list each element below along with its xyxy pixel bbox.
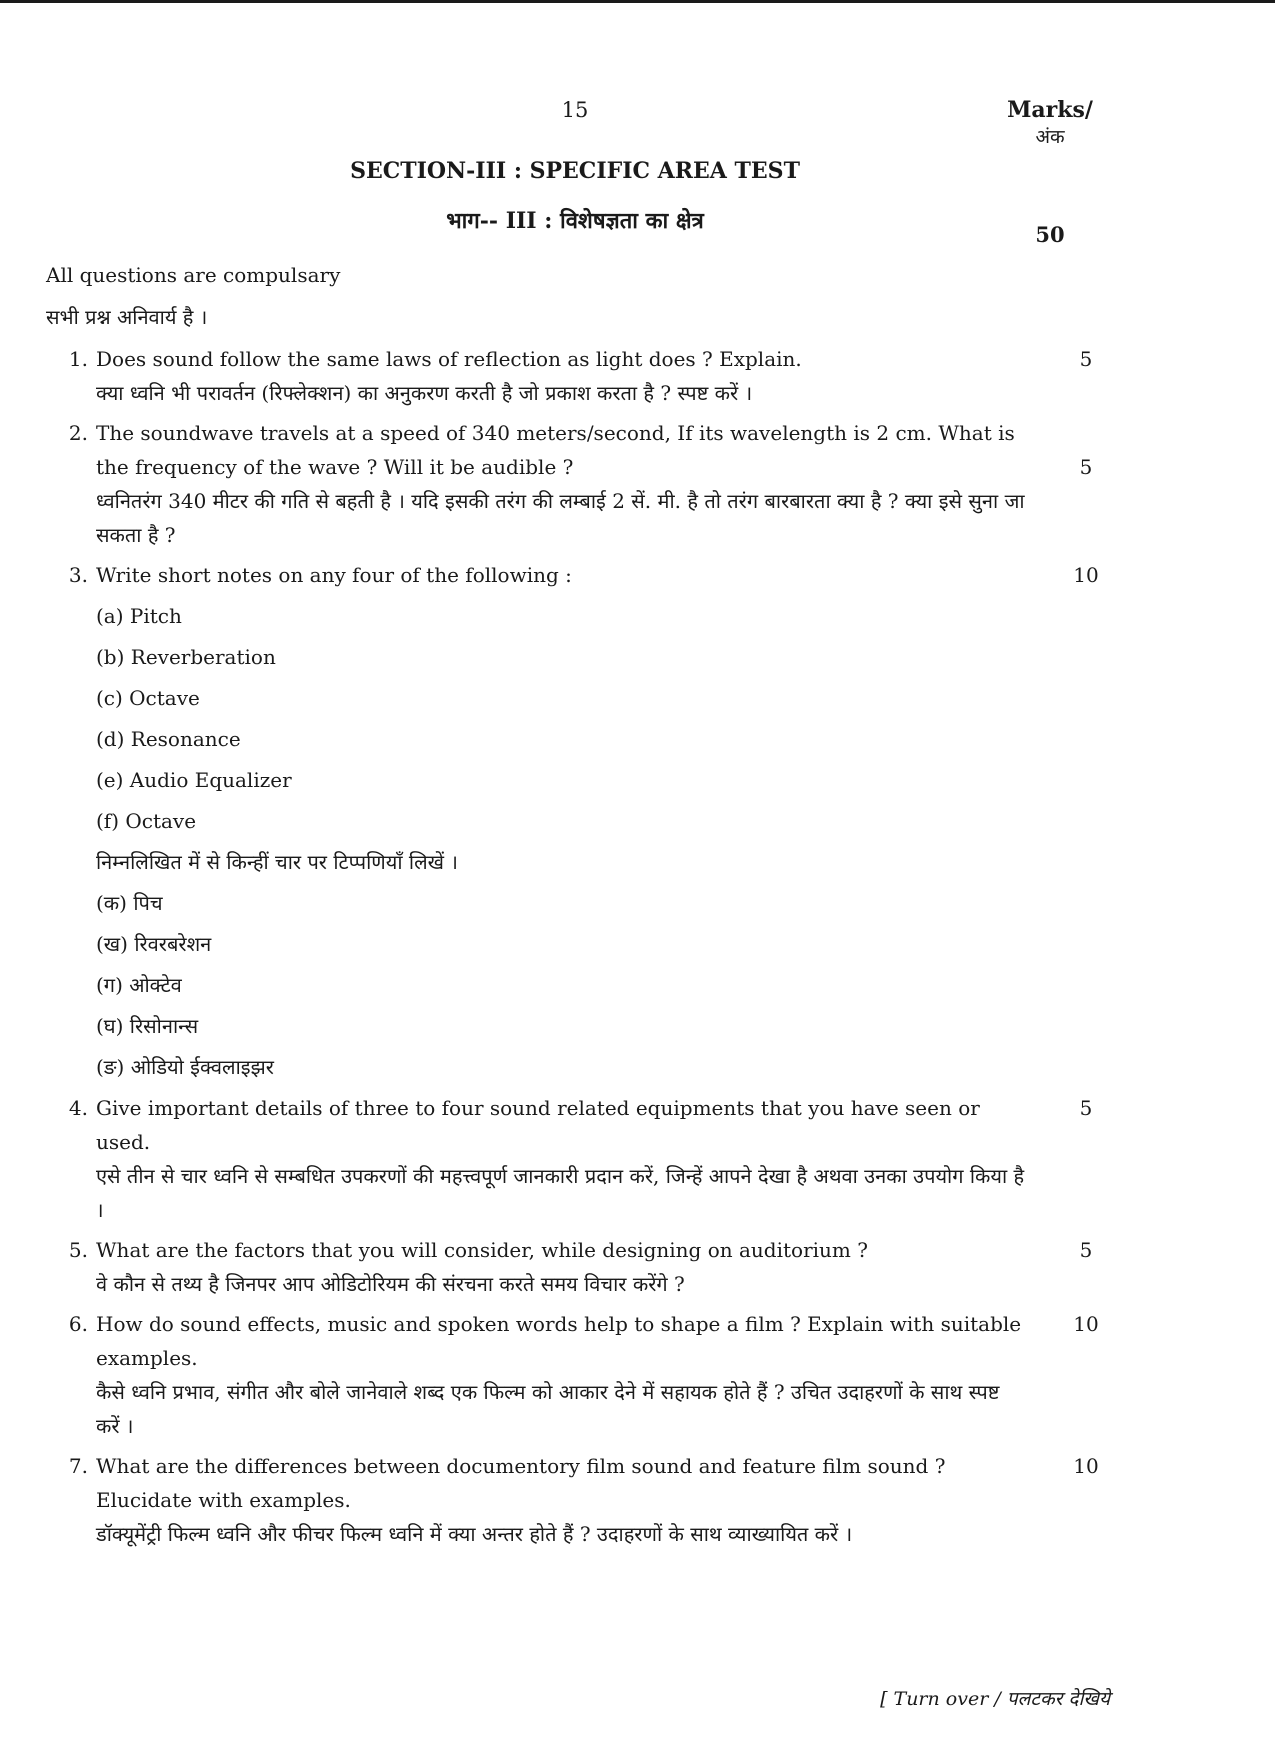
question-number: 1. (68, 347, 88, 371)
list-item-hindi: (क) पिच (96, 891, 163, 915)
question-number: 6. (68, 1312, 88, 1336)
list-item-hindi: (ङ) ओडियो ईक्वलाइझर (96, 1055, 274, 1079)
question-text: How do sound effects, music and spoken words help to shape a film ? Explain with suitable examples. (96, 1312, 1022, 1370)
list-item-hindi: (ख) रिवरबरेशन (96, 932, 212, 956)
marks-label-hindi: अंक (1035, 125, 1065, 148)
question-text: What are the differences between documentory film sound and feature film sound ? Elucidate with examples. (96, 1454, 946, 1512)
question-marks: 5 (1079, 1238, 1093, 1262)
section-total-marks: 50 (1035, 222, 1065, 247)
question-7 (46, 1449, 1126, 1551)
question-text-hindi: निम्नलिखित में से किन्हीं चार पर टिप्पणियाँ लिखें । (96, 850, 458, 874)
question-text-hindi: क्या ध्वनि भी परावर्तन (रिफ्लेक्शन) का अनुकरण करती है जो प्रकाश करता है ? स्पष्ट करें । (96, 381, 753, 405)
question-number: 3. (68, 563, 88, 587)
question-6 (46, 1307, 1126, 1443)
section-title: SECTION-III : SPECIFIC AREA TEST (350, 158, 800, 184)
turn-over-footer: [ Turn over / पलटकर देखिये (880, 1688, 1110, 1710)
question-text: The soundwave travels at a speed of 340 meters/second, If its wavelength is 2 cm. What is the frequency of the wave ? Will it be audible ? (96, 421, 1015, 479)
question-number: 2. (68, 421, 88, 445)
question-text-hindi: एसे तीन से चार ध्वनि से सम्बधित उपकरणों की महत्त्वपूर्ण जानकारी प्रदान करें, जिन्हें आपने देखा है अथवा उनका उपयोग किया है । (96, 1164, 1025, 1222)
list-item-hindi: (ग) ओक्टेव (96, 973, 182, 997)
marks-label: Marks/ (1007, 97, 1093, 123)
section-title-hindi: भाग-- III : विशेषज्ञता का क्षेत्र (446, 208, 704, 234)
list-item: (d) Resonance (96, 727, 241, 751)
question-number: 7. (68, 1454, 88, 1478)
list-item: (c) Octave (96, 686, 200, 710)
list-item: (a) Pitch (96, 604, 182, 628)
top-rule (0, 0, 1275, 3)
question-text: What are the factors that you will consider, while designing on auditorium ? (96, 1238, 868, 1262)
list-item-hindi: (घ) रिसोनान्स (96, 1014, 199, 1038)
question-marks: 5 (1079, 455, 1093, 479)
question-text: Give important details of three to four sound related equipments that you have seen or used. (96, 1096, 980, 1154)
question-1 (46, 342, 1126, 410)
question-marks: 5 (1079, 1096, 1093, 1120)
question-number: 5. (68, 1238, 88, 1262)
marks-header (990, 96, 1110, 149)
instructions-hindi: सभी प्रश्न अनिवार्य है । (46, 305, 208, 329)
question-text-hindi: डॉक्यूमेंट्री फिल्म ध्वनि और फीचर फिल्म ध्वनि में क्या अन्तर होते हैं ? उदाहरणों के साथ व्याख्यायित करें । (96, 1522, 853, 1546)
question-text-hindi: कैसे ध्वनि प्रभाव, संगीत और बोले जानेवाले शब्द एक फिल्म को आकार देने में सहायक होते हैं ? उचित उदाहरणों के साथ स्पष्ट करें । (96, 1380, 1000, 1438)
page-number: 15 (561, 98, 589, 122)
question-marks: 10 (1073, 1454, 1099, 1478)
instructions: All questions are compulsary (46, 263, 341, 287)
question-5 (46, 1233, 1126, 1301)
question-marks: 5 (1079, 347, 1093, 371)
question-marks: 10 (1073, 563, 1099, 587)
question-text-hindi: ध्वनितरंग 340 मीटर की गति से बहती है । यदि इसकी तरंग की लम्बाई 2 सें. मी. है तो तरंग बारबारता क्या है ? क्या इसे सुना जा सकता है ? (96, 489, 1025, 547)
question-list (46, 258, 1126, 1557)
question-text-hindi: वे कौन से तथ्य है जिनपर आप ओडिटोरियम की संरचना करते समय विचार करेंगे ? (96, 1272, 685, 1296)
list-item: (e) Audio Equalizer (96, 768, 292, 792)
question-text: Write short notes on any four of the following : (96, 563, 572, 587)
question-4 (46, 1091, 1126, 1227)
list-item: (f) Octave (96, 809, 197, 833)
question-2 (46, 416, 1126, 552)
question-text: Does sound follow the same laws of reflection as light does ? Explain. (96, 347, 802, 371)
question-number: 4. (68, 1096, 88, 1120)
question-3 (46, 558, 1126, 1084)
question-marks: 10 (1073, 1312, 1099, 1336)
list-item: (b) Reverberation (96, 645, 276, 669)
